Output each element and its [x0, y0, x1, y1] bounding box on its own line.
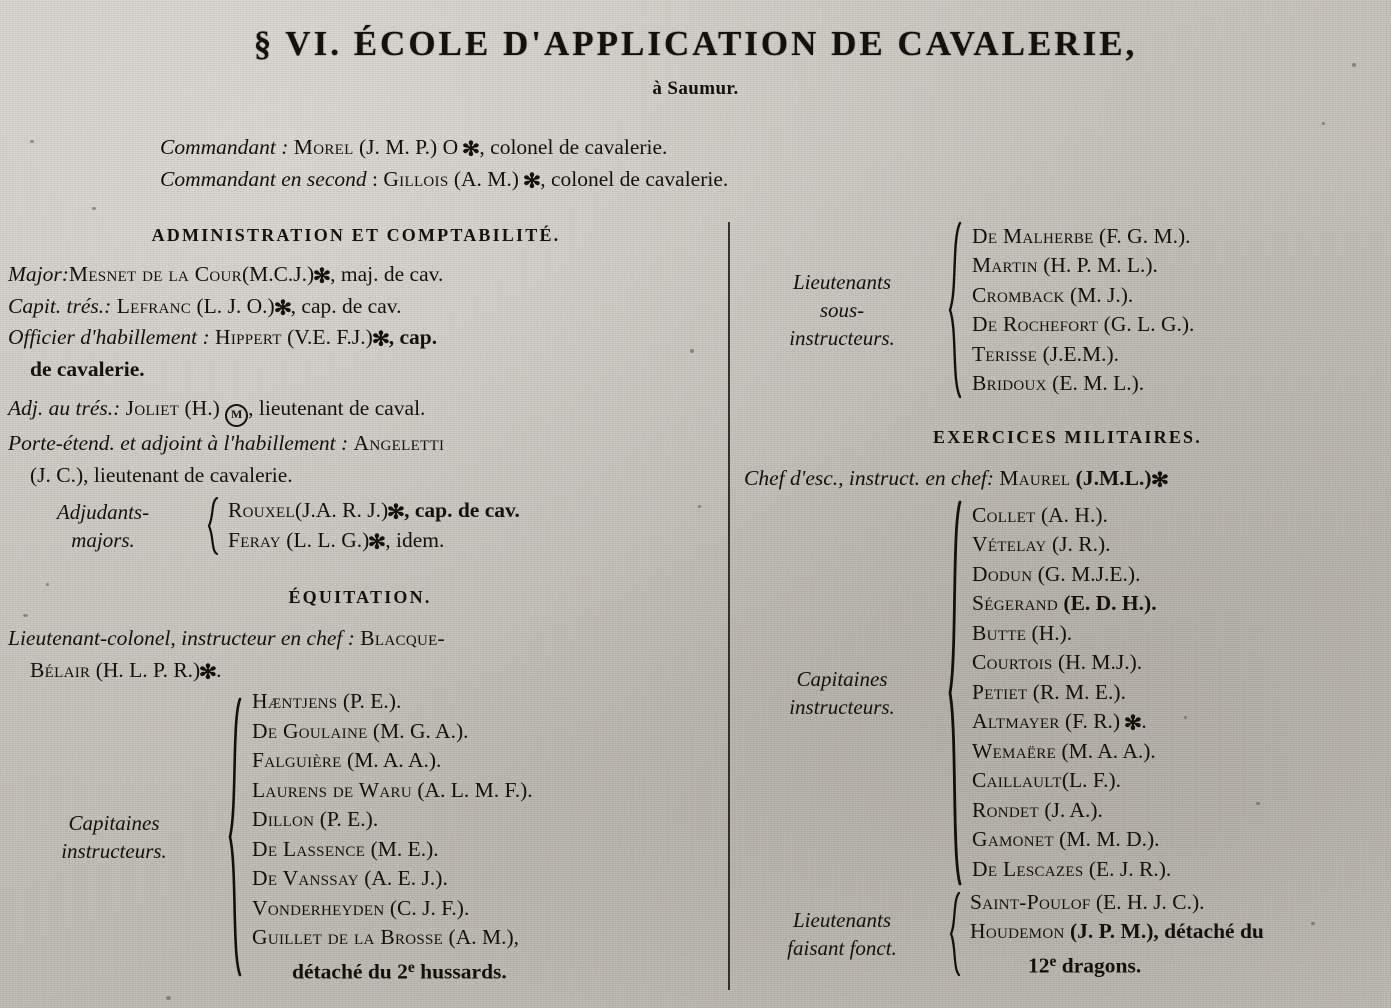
person-name: Guillet de la Brosse: [252, 925, 444, 949]
entry-initials: (H.): [184, 396, 220, 420]
list-item: [972, 825, 1391, 855]
entry-initials: (M.C.J.): [241, 262, 315, 286]
list-item: [972, 678, 1391, 708]
group-label-line: Lieutenants: [793, 908, 891, 932]
entry-name: Angeletti: [353, 431, 445, 455]
commander-initials: (J. M. P.): [358, 135, 438, 159]
commander-rank: , colonel de cavalerie.: [540, 166, 729, 191]
page-title: § VI. ÉCOLE D'APPLICATION DE CAVALERIE,: [253, 24, 1138, 63]
entry-continuation: (J. C.), lieutenant de cavalerie.: [30, 462, 293, 487]
person-name: Hæntjens: [252, 689, 338, 713]
brace-icon: [198, 496, 228, 555]
paper-speck: [1322, 122, 1325, 125]
entry-name: Mesnet de la Cour: [68, 262, 242, 286]
entry-tail: , cap.: [388, 325, 438, 349]
person-name: Bridoux: [972, 371, 1047, 395]
admin-entry-porte-etendard: [8, 429, 712, 459]
person-name: Terisse: [972, 341, 1038, 366]
person-name: Collet: [972, 502, 1036, 527]
group-label-line: faisant fonct.: [787, 936, 897, 960]
list-item: [972, 619, 1391, 649]
commander-entry: Commandant en second : Gillois (A. M.) ✻, colonel de cavalerie.: [160, 166, 729, 192]
person-initials: (M. A. A.).: [347, 748, 442, 772]
person-initials: (A. L. M. F.).: [417, 777, 533, 802]
group-capitaines-instructeurs-exercices: [744, 500, 1391, 886]
group-label: [8, 809, 220, 865]
person-initials: (C. J. F.).: [389, 895, 470, 920]
person-tail: , cap. de cav.: [404, 498, 520, 522]
group-label: [744, 268, 940, 352]
entry-initials: (L. J. O.): [196, 293, 275, 318]
admin-entry-officier-habillement-cont: [8, 355, 712, 385]
commander-name: Gillois: [383, 166, 449, 191]
person-name: Dillon: [252, 807, 315, 831]
list-item: [972, 251, 1391, 281]
person-name: Rondet: [972, 797, 1039, 822]
list-item: [972, 737, 1391, 767]
person-initials: (P. E.).: [319, 807, 379, 831]
group-label: [8, 498, 198, 554]
commander-name: Morel: [293, 135, 354, 159]
person-initials: (J.E.M.).: [1042, 341, 1120, 366]
medaille-militaire-icon: M: [225, 404, 248, 427]
commander-role-label: Commandant :: [160, 135, 289, 159]
person-initials: (E. M. L.).: [1052, 371, 1145, 395]
list-item: [252, 687, 712, 717]
entry-name: Joliet: [125, 396, 180, 420]
group-list: [228, 496, 712, 555]
entry-name: Lefranc: [116, 293, 192, 318]
person-name: De Vanssay: [252, 866, 359, 890]
commander-entry: Commandant : Morel (J. M. P.) O ✻, colonel de cavalerie.: [160, 135, 668, 161]
list-item: [252, 923, 712, 953]
person-name: Rouxel: [228, 498, 295, 522]
brace-icon: [940, 888, 970, 981]
person-initials: (G. L. G.).: [1103, 312, 1195, 336]
equitation-chief-cont: Bélair (H. L. P. R.)✻.: [30, 657, 222, 683]
person-initials: (E. J. R.).: [1088, 856, 1172, 881]
list-item: [970, 917, 1391, 947]
person-name: Butte: [972, 620, 1027, 645]
list-item: Altmayer (F. R.) ✻.: [972, 709, 1147, 735]
person-initials: (M. J.).: [1069, 282, 1134, 307]
person-initials: (A. H.).: [1041, 502, 1108, 527]
page-subtitle: à Saumur.: [652, 78, 739, 99]
group-list: [970, 888, 1391, 981]
person-initials: (A. E. J.).: [364, 866, 448, 890]
person-initials: (L. F.).: [1061, 768, 1122, 793]
person-tail: , idem.: [385, 527, 445, 552]
list-item: [252, 894, 712, 924]
chief-name-line1: Blacque-: [360, 626, 446, 650]
group-lieutenants-sous-instructeurs: [744, 221, 1391, 399]
right-column: [744, 225, 1391, 983]
section-heading-exercices-militaires: EXERCICES MILITAIRES.: [933, 427, 1202, 447]
person-initials: (M. A. A.).: [1061, 738, 1156, 763]
commander-pre-decoration: O: [442, 135, 459, 159]
column-divider: [728, 222, 730, 990]
person-initials: (G. M.J.E.).: [1037, 561, 1141, 586]
list-item: [972, 855, 1391, 885]
group-label-line: instructeurs.: [61, 838, 167, 863]
list-item: [972, 589, 1391, 619]
person-initials: (R. M. E.).: [1032, 679, 1126, 704]
person-initials: (E. H. J. C.).: [1095, 889, 1205, 914]
entry-label: Officier d'habillement :: [8, 325, 210, 349]
person-name: Feray: [228, 527, 281, 552]
chief-name-line2: Bélair: [30, 657, 91, 682]
equitation-chief: [8, 624, 712, 654]
entry-label: Capit. trés.:: [8, 293, 112, 318]
entry-tail: , cap. de cav.: [290, 293, 402, 318]
person-name: Laurens de Waru: [252, 777, 412, 802]
group-label-line: sous-: [819, 298, 865, 322]
person-initials: (A. M.),: [448, 925, 519, 949]
person-name: Falguière: [252, 748, 342, 772]
list-item-continuation: détaché du 2e hussards.: [292, 958, 507, 983]
entry-label: Major:: [8, 262, 69, 286]
list-item-continuation: 12e dragons.: [1028, 952, 1142, 977]
admin-entry-officier-habillement: Officier d'habillement : Hippert (V.E. F.J.)✻, cap.: [8, 325, 438, 351]
person-name: Cromback: [972, 282, 1065, 307]
paper-speck: [166, 996, 171, 1000]
list-item: [252, 805, 712, 835]
person-name: Petiet: [972, 679, 1028, 704]
admin-entry-capitaine-tresorier: Capit. trés.: Lefranc (L. J. O.)✻, cap. de cav.: [8, 293, 402, 319]
person-name: Altmayer: [972, 709, 1060, 734]
group-label-line: instructeurs.: [789, 694, 895, 719]
chief-initials: (J.M.L.): [1075, 466, 1152, 490]
chief-name: Maurel: [999, 466, 1071, 490]
person-tail: .: [1141, 709, 1147, 734]
person-initials: (P. E.).: [342, 689, 402, 713]
list-item: Feray (L. L. G.)✻, idem.: [228, 527, 445, 553]
entry-name: Hippert: [215, 325, 282, 349]
group-label: [744, 665, 940, 721]
person-initials: (J. P. M.), détaché du: [1069, 919, 1264, 943]
list-item: [972, 222, 1391, 252]
entry-initials: (V.E. F.J.): [287, 325, 373, 349]
person-name: Saint-Poulof: [970, 889, 1091, 914]
brace-icon: [940, 221, 972, 399]
list-item: [252, 835, 712, 865]
entry-label: Adj. au trés.:: [8, 396, 121, 420]
list-item: [972, 340, 1391, 370]
person-initials: (H. M.J.).: [1057, 650, 1143, 675]
person-initials: (M. G. A.).: [372, 718, 469, 743]
person-initials: (M. E.).: [370, 836, 439, 861]
group-list: [972, 222, 1391, 399]
list-item: [252, 864, 712, 894]
paper-speck: [30, 140, 34, 143]
entry-continuation: de cavalerie.: [30, 356, 145, 381]
person-initials: (L. L. G.): [286, 527, 370, 552]
list-item: [972, 281, 1391, 311]
person-name: Dodun: [972, 561, 1033, 586]
person-initials: (F. R.): [1065, 709, 1121, 734]
person-initials: (J. R.).: [1051, 532, 1111, 557]
list-item: [252, 746, 712, 776]
chief-initials: (H. L. P. R.): [95, 657, 201, 682]
list-item: [972, 560, 1391, 590]
group-list: [252, 687, 712, 987]
group-label-line: Adjudants-: [56, 499, 150, 524]
person-name: Caillault: [972, 768, 1062, 793]
list-item: [972, 648, 1391, 678]
commanders-block: [160, 133, 728, 196]
commander-role-tail: second: [306, 166, 367, 191]
list-item: [970, 888, 1391, 918]
person-name: De Malherbe: [972, 223, 1094, 248]
group-label-line: Capitaines: [796, 666, 888, 691]
admin-entry-porte-etendard-cont: [8, 461, 712, 491]
person-initials: (E. D. H.).: [1063, 591, 1157, 616]
person-initials: (M. M. D.).: [1059, 827, 1160, 852]
admin-entry-major: Major:Mesnet de la Cour(M.C.J.)✻, maj. de cav.: [8, 262, 444, 288]
chief-tail: .: [216, 657, 222, 682]
list-item: [252, 776, 712, 806]
person-name: Martin: [972, 253, 1038, 277]
commander-initials: (A. M.): [453, 166, 519, 191]
person-name: De Goulaine: [252, 718, 368, 743]
group-adjudants-majors: [8, 496, 712, 555]
entry-label: Lieutenant-colonel, instructeur en chef :: [8, 626, 355, 650]
person-initials: (H. P. M. L.).: [1043, 253, 1158, 277]
list-item: [972, 530, 1391, 560]
list-item: [972, 310, 1391, 340]
entry-tail: , maj. de cav.: [330, 262, 444, 286]
commander-role-label: Commandant en: [160, 166, 307, 191]
commander-rank: , colonel de cavalerie.: [479, 135, 668, 159]
person-initials: (H.).: [1031, 620, 1073, 645]
exercices-chief: Chef d'esc., instruct. en chef: Maurel (J.M.L.)✻: [744, 466, 1169, 492]
brace-icon: [220, 687, 252, 987]
person-name: De Lescazes: [972, 856, 1084, 881]
person-initials: (F. G. M.).: [1099, 223, 1191, 248]
section-heading-equitation: ÉQUITATION.: [288, 587, 432, 607]
paper-speck: [92, 207, 96, 210]
commander-role-end: :: [366, 166, 378, 191]
list-item: [972, 766, 1391, 796]
person-name: Wemaëre: [972, 738, 1057, 763]
list-item: [972, 501, 1391, 531]
group-capitaines-instructeurs-equitation: [8, 687, 712, 987]
group-label-line: Lieutenants: [793, 270, 891, 294]
person-name: Courtois: [972, 650, 1053, 675]
person-name: Vételay: [972, 532, 1047, 557]
list-item: [252, 717, 712, 747]
list-item: [972, 796, 1391, 826]
list-item: [972, 369, 1391, 399]
list-item: Rouxel(J.A. R. J.)✻, cap. de cav.: [228, 498, 520, 524]
group-label-line: Capitaines: [68, 810, 160, 835]
entry-label: Porte-étend. et adjoint à l'habillement :: [8, 431, 349, 455]
person-name: Gamonet: [972, 827, 1054, 852]
section-heading-administration: ADMINISTRATION ET COMPTABILITÉ.: [151, 225, 561, 245]
person-name: De Rochefort: [972, 312, 1099, 336]
admin-entry-adjoint-tresorier: [8, 394, 712, 427]
person-name: Ségerand: [972, 591, 1059, 616]
person-name: Vonderheyden: [252, 895, 385, 920]
entry-tail: , lieutenant de caval.: [248, 396, 426, 420]
person-name: Houdemon: [970, 919, 1065, 943]
group-label-line: instructeurs.: [789, 326, 895, 350]
group-label-line: majors.: [71, 527, 135, 552]
person-initials: (J. A.).: [1044, 797, 1103, 822]
group-label: [744, 906, 940, 962]
group-lieutenants-faisant-fonction: [744, 888, 1391, 981]
person-initials: (J.A. R. J.): [294, 498, 389, 522]
left-column: [0, 225, 712, 989]
brace-icon: [940, 500, 972, 886]
person-name: De Lassence: [252, 836, 366, 861]
entry-label: Chef d'esc., instruct. en chef:: [744, 466, 994, 490]
group-list: [972, 501, 1391, 885]
